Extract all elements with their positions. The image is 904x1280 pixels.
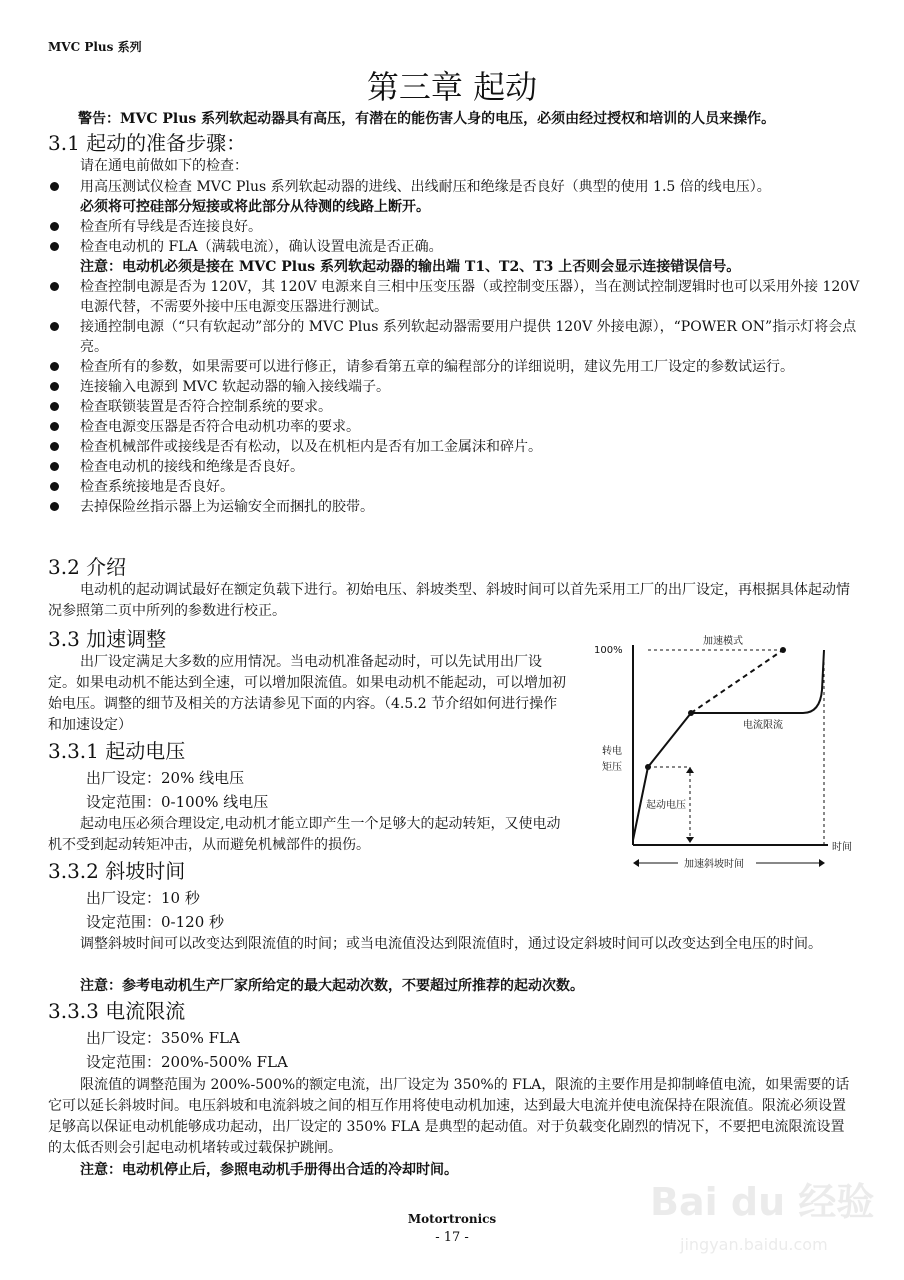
bullet-icon (50, 382, 59, 391)
initial-voltage-point (645, 764, 651, 770)
bullet-icon (50, 182, 59, 191)
watermark-brand: Bai du 经验 (650, 1180, 875, 1224)
list-item: 检查联锁装置是否符合控制系统的要求。 (48, 397, 868, 417)
section-3-3-2-body: 调整斜坡时间可以改变达到限流值的时间；或当电流值没达到限流值时，通过设定斜坡时间可以改变达到全电压的时间。 (80, 936, 822, 952)
label-torque-1: 转电 (602, 746, 622, 757)
label-100-percent: 100% (594, 645, 623, 656)
section-3-3-3-heading: 3.3.3 电流限流 (48, 999, 186, 1023)
list-item: 检查电源变压器是否符合电动机功率的要求。 (48, 417, 868, 437)
current-limit-range: 设定范围：200%-500% FLA (86, 1053, 288, 1071)
section-3-3-body: 出厂设定满足大多数的应用情况。当电动机准备起动时，可以先试用出厂设定。如果电动机不能达到全速，可以增加限流值。如果电动机不能起动，可以增加初始电压。调整的细节及相关的方法请参见下面的内容。（4.5.2 节介绍如何进行操作和加速设定） (48, 654, 566, 733)
label-current-limit: 电流限流 (743, 720, 783, 731)
section-3-3-2-heading: 3.3.2 斜坡时间 (48, 859, 186, 883)
safety-warning: 警告：MVC Plus 系列软起动器具有高压，有潜在的能伤害人身的电压，必须由经过授权和培训的人员来操作。 (78, 111, 776, 127)
section-3-3-heading: 3.3 加速调整 (48, 627, 167, 651)
arrow-down-icon (686, 837, 694, 843)
ramp-time-range: 设定范围：0-120 秒 (86, 913, 225, 931)
bullet-icon (50, 422, 59, 431)
section-3-2-heading: 3.2 介绍 (48, 555, 127, 579)
current-limit-factory-setting: 出厂设定：350% FLA (86, 1029, 240, 1047)
list-item: 检查所有导线是否连接良好。 (48, 217, 868, 237)
watermark-url: jingyan.baidu.com (680, 1235, 828, 1254)
section-3-1-intro: 请在通电前做如下的检查： (80, 158, 248, 174)
bullet-icon (50, 222, 59, 231)
label-torque-2: 矩压 (602, 762, 622, 773)
start-voltage-factory-setting: 出厂设定：20% 线电压 (86, 769, 245, 787)
list-item: 检查控制电源是否为 120V，其 120V 电源来自三相中压变压器（或控制变压器），当在测试控制逻辑时也可以采用外接 120V 电源代替，不需要外接中压电源变压器进行测试。 (48, 277, 868, 317)
section-3-3-2-note: 注意：参考电动机生产厂家所给定的最大起动次数，不要超过所推荐的起动次数。 (80, 978, 584, 994)
section-3-1-heading: 3.1 起动的准备步骤： (48, 131, 247, 155)
bullet-icon (50, 502, 59, 511)
section-3-3-3-note: 注意：电动机停止后，参照电动机手册得出合适的冷却时间。 (80, 1162, 458, 1178)
voltage-ramp-lower (648, 713, 691, 767)
watermark-logo (640, 1160, 880, 1270)
label-ramp-time: 加速斜坡时间 (684, 859, 744, 870)
full-voltage-point (780, 647, 786, 653)
list-item: 去掉保险丝指示器上为运输安全而捆扎的胶带。 (48, 497, 868, 517)
footer-brand: Motortronics (407, 1212, 497, 1226)
arrow-right-icon (819, 859, 825, 867)
ramp-time-factory-setting: 出厂设定：10 秒 (86, 889, 200, 907)
limit-reached-point (688, 710, 694, 716)
list-item: 检查机械部件或接线是否有松动，以及在机柜内是否有加工金属沫和碎片。 (48, 437, 868, 457)
list-item: 连接输入电源到 MVC 软起动器的输入接线端子。 (48, 377, 868, 397)
list-item: 检查电动机的接线和绝缘是否良好。 (48, 457, 868, 477)
label-time: 时间 (832, 842, 852, 853)
list-item-note: 注意：电动机必须是接在 MVC Plus 系列软起动器的输出端 T1、T2、T3 上否则会显示连接错误信号。 (80, 259, 741, 275)
bullet-icon (50, 282, 59, 291)
section-3-3-1-heading: 3.3.1 起动电压 (48, 739, 186, 763)
ramp-diagram (588, 630, 868, 880)
list-item: 用高压测试仪检查 MVC Plus 系列软起动器的进线、出线耐压和绝缘是否良好（典型的使用 1.5 倍的线电压）。 (48, 177, 868, 197)
section-3-3-1-body: 起动电压必须合理设定,电动机才能立即产生一个足够大的起动转矩，又使电动机不受到起动转矩冲击，从而避免机械部件的损伤。 (48, 816, 561, 853)
section-3-3-3-body: 限流值的调整范围为 200%-500%的额定电流，出厂设定为 350%的 FLA，限流的主要作用是抑制峰值电流，如果需要的话它可以延长斜坡时间。电压斜坡和电流斜坡之间的相互作用将使电动机加速，达到最大电流并使电流保持在限流值。限流必须设置足够高以保证电动机能够成功起动，出厂设定的 350% FLA 是典型的起动值。对于负载变化剧烈的情况下，不要把电流限流设置的太低否则会引起电动机堵转或过载保护跳闸。 (48, 1077, 850, 1156)
bullet-icon (50, 482, 59, 491)
voltage-ramp-accel (691, 650, 783, 713)
bullet-icon (50, 462, 59, 471)
current-limit-curve (691, 650, 824, 713)
list-item: 接通控制电源（“只有软起动”部分的 MVC Plus 系列软起动器需要用户提供 120V 外接电源），“POWER ON”指示灯将会点亮。 (48, 317, 868, 357)
chapter-title: 第三章 起动 (366, 68, 538, 106)
bullet-icon (50, 322, 59, 331)
list-item: 检查所有的参数，如果需要可以进行修正，请参看第五章的编程部分的详细说明，建议先用工厂设定的参数试运行。 (48, 357, 868, 377)
list-item: 检查电动机的 FLA（满载电流），确认设置电流是否正确。 (48, 237, 868, 257)
arrow-up-icon (686, 767, 694, 773)
checklist (48, 177, 868, 517)
list-item: 检查系统接地是否良好。 (48, 477, 868, 497)
label-start-voltage: 起动电压 (646, 800, 686, 811)
ramp-diagram-svg (588, 630, 868, 880)
section-3-2-body: 电动机的起动调试最好在额定负载下进行。初始电压、斜坡类型、斜坡时间可以首先采用工厂的出厂设定，再根据具体起动情况参照第二页中所列的参数进行校正。 (48, 582, 850, 619)
label-accel-mode: 加速模式 (703, 636, 743, 647)
bullet-icon (50, 442, 59, 451)
arrow-left-icon (633, 859, 639, 867)
page-number: - 17 - (435, 1230, 469, 1245)
bullet-icon (50, 402, 59, 411)
running-header: MVC Plus 系列 (48, 40, 142, 54)
start-voltage-range: 设定范围：0-100% 线电压 (86, 793, 269, 811)
list-item-note: 必须将可控硅部分短接或将此部分从待测的线路上断开。 (80, 199, 430, 215)
bullet-icon (50, 362, 59, 371)
bullet-icon (50, 242, 59, 251)
